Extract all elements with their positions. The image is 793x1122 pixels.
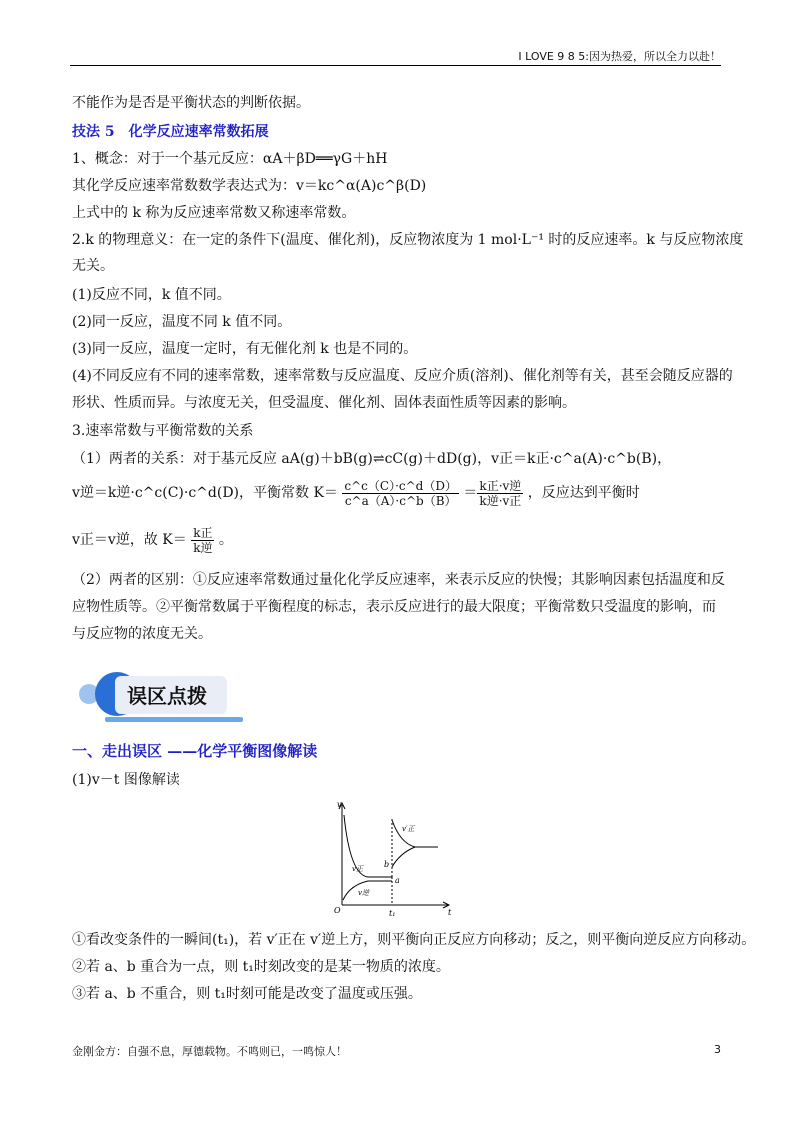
fraction-numerator: k正·v逆 xyxy=(479,478,522,493)
section-heading: 一、走出误区 ——化学平衡图像解读 xyxy=(72,742,318,760)
page-header: I LOVE 9 8 5:因为热爱，所以全力以赴！ xyxy=(518,50,721,63)
text-line: （1）两者的关系：对于基元反应 aA(g)＋bB(g)⇌cC(g)＋dD(g)，v正＝k正·c^a(A)·c^b(B)， xyxy=(72,451,672,467)
text-line: 与反应物的浓度无关。 xyxy=(72,626,212,642)
point-b-label: b xyxy=(384,860,390,869)
text-fragment: ，反应达到平衡时 xyxy=(527,485,640,501)
text-line: 其化学反应速率常数数学表达式为：v＝kc^α(A)c^β(D) xyxy=(72,178,427,194)
text-line: 不能作为是否是平衡状态的判断依据。 xyxy=(72,95,310,111)
text-line: 上式中的 k 称为反应速率常数又称速率常数。 xyxy=(72,205,356,221)
text-line: 形状、性质而异。与浓度无关，但受温度、催化剂、固体表面性质等因素的影响。 xyxy=(72,395,576,411)
text-fragment: v逆＝k逆·c^c(C)·c^d(D)，平衡常数 K＝ xyxy=(72,485,338,501)
text-line: (1)v－t 图像解读 xyxy=(72,772,180,788)
v-forward-prime-label: v′正 xyxy=(402,825,415,833)
footer-motto: 金刚金方：自强不息，厚德载物。不鸣则已，一鸣惊人！ xyxy=(72,1045,347,1058)
section-heading: 技法 5 化学反应速率常数拓展 xyxy=(72,124,269,140)
fraction-numerator: k正 xyxy=(193,525,213,540)
v-forward-prime-curve xyxy=(392,820,438,847)
fraction-numerator: c^c（C）·c^d（D） xyxy=(344,478,457,493)
text-line: ①看改变条件的一瞬间(t₁)，若 v′正在 v′逆上方，则平衡向正反应方向移动；反之，则平衡向逆反应方向移动。 xyxy=(72,932,756,948)
fraction-denominator: k逆 xyxy=(193,540,213,555)
text-line: 无关。 xyxy=(72,258,114,274)
y-axis-label: v xyxy=(337,800,342,809)
text-line: 3.速率常数与平衡常数的关系 xyxy=(72,423,254,439)
section-banner xyxy=(75,668,245,730)
text-line: (2)同一反应，温度不同 k 值不同。 xyxy=(72,314,292,330)
v-reverse-prime-curve xyxy=(392,847,415,867)
banner-title: 误区点拨 xyxy=(127,684,207,708)
text-fragment: v正＝v逆，故 K＝ xyxy=(72,532,187,548)
text-line: 应物性质等。②平衡常数属于平衡程度的标志，表示反应进行的最大限度；平衡常数只受温度的影响，而 xyxy=(72,599,716,615)
formula-line: v逆＝k逆·c^c(C)·c^d(D)，平衡常数 K＝ $\frac{c\^{}c(C)\cdot c\^{}d(D)}{c\^{}a(A)\cdot c\^{}b(B)}$ ＝ $\frac{\text{k正·v逆}}{\text{k逆·v正}}$ ，反应达到平衡时 xyxy=(72,478,640,508)
t1-label: t₁ xyxy=(389,909,396,918)
text-fragment: 。 xyxy=(218,532,233,548)
text-line: 2.k 的物理意义：在一定的条件下(温度、催化剂)，反应物浓度为 1 mol·L⁻¹ 时的反应速率。k 与反应物浓度 xyxy=(72,232,744,248)
text-line: (3)同一反应，温度一定时，有无催化剂 k 也是不同的。 xyxy=(72,341,418,357)
k-fraction xyxy=(191,526,214,555)
point-a-label: a xyxy=(395,876,400,885)
rate-fraction xyxy=(477,479,523,508)
v-forward-label: v正 xyxy=(352,865,363,873)
fraction-denominator: k逆·v正 xyxy=(479,493,522,508)
x-axis-label: t xyxy=(448,908,452,917)
text-line: （2）两者的区别：①反应速率常数通过量化化学反应速率，来表示反应的快慢；其影响因素包括温度和反 xyxy=(72,572,725,588)
fraction-denominator: c^a（A）·c^b（B） xyxy=(344,493,457,508)
text-line: (4)不同反应有不同的速率常数，速率常数与反应温度、反应介质(溶剂)、催化剂等有关，甚至会随反应器的 xyxy=(72,368,733,384)
origin-label: O xyxy=(334,906,341,915)
formula-line xyxy=(72,525,233,555)
banner-underline xyxy=(105,717,243,722)
text-line: ③若 a、b 不重合，则 t₁时刻可能是改变了温度或压强。 xyxy=(72,986,422,1002)
page-footer xyxy=(72,1043,721,1059)
header-rule xyxy=(70,65,721,66)
text-line: (1)反应不同，k 值不同。 xyxy=(72,287,231,303)
equilibrium-fraction xyxy=(342,479,459,508)
v-t-graph xyxy=(330,795,460,920)
page-number: 3 xyxy=(714,1043,721,1056)
v-reverse-label: v逆 xyxy=(358,889,369,897)
text-line: ②若 a、b 重合为一点，则 t₁时刻改变的是某一物质的浓度。 xyxy=(72,959,450,975)
text-line: 1、概念：对于一个基元反应：αA＋βD══γG＋hH xyxy=(72,151,388,167)
